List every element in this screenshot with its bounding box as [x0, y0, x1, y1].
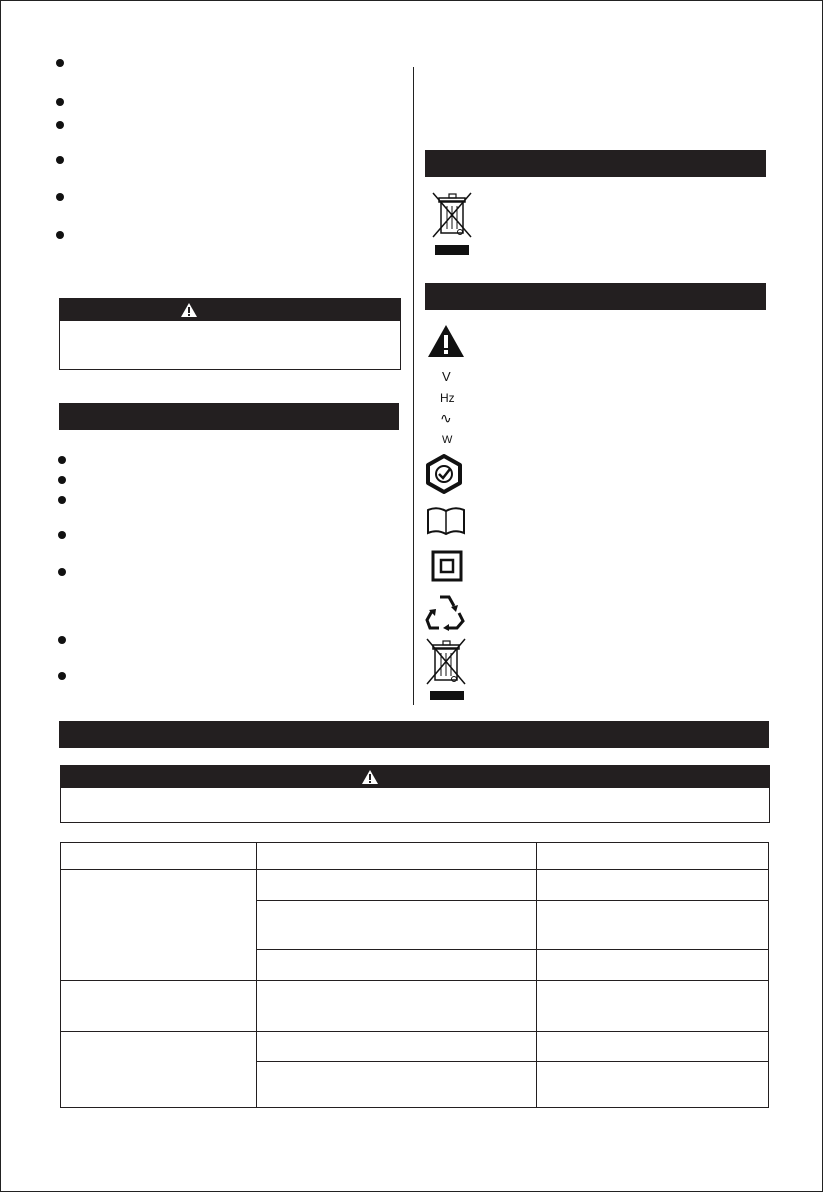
table-cell: [537, 870, 769, 901]
bullet: [56, 121, 64, 129]
table-cell: [537, 843, 769, 870]
table-cell: [537, 1032, 769, 1062]
table-cell: [257, 870, 537, 901]
column-divider: [413, 67, 414, 705]
power-unit: W: [442, 434, 453, 446]
ac-symbol: ∿: [440, 410, 452, 426]
bullet: [56, 156, 64, 164]
bullet: [56, 231, 64, 239]
warning-header-bar: [60, 299, 400, 321]
weee-bin-icon: [425, 636, 469, 702]
table-row: [61, 843, 769, 870]
warning-header-bar: [61, 766, 769, 788]
table-cell: [257, 901, 537, 950]
bullet: [56, 59, 64, 67]
table-cell: [61, 870, 257, 981]
bullet: [58, 531, 66, 539]
table-cell: [61, 1032, 257, 1108]
warning-box: [60, 765, 770, 823]
bullet: [58, 636, 66, 644]
section-header-bar: [59, 403, 399, 430]
warning-triangle-icon: [426, 323, 466, 359]
recycle-icon: [425, 593, 465, 631]
bullet: [58, 456, 66, 464]
troubleshooting-table: [60, 842, 769, 1108]
class-ii-double-square-icon: [431, 550, 463, 582]
table-row: [61, 1032, 769, 1062]
table-cell: [61, 843, 257, 870]
bullet: [58, 496, 66, 504]
section-header-bar: [425, 150, 766, 177]
table-cell: [257, 1062, 537, 1108]
table-cell: [537, 1062, 769, 1108]
table-cell: [257, 981, 537, 1032]
bullet: [58, 568, 66, 576]
table-cell: [257, 950, 537, 981]
table-cell: [537, 950, 769, 981]
warning-box: [59, 298, 401, 370]
rcm-mark-icon: [424, 454, 464, 494]
table-row: [61, 870, 769, 901]
section-header-bar: [59, 721, 769, 748]
table-cell: [537, 981, 769, 1032]
voltage-unit: V: [442, 369, 451, 384]
table-cell: [537, 901, 769, 950]
bullet: [56, 193, 64, 201]
warning-triangle-icon: [361, 769, 379, 785]
manual-book-icon: [426, 506, 466, 536]
frequency-unit: Hz: [440, 391, 455, 405]
table-cell: [257, 843, 537, 870]
weee-bin-icon: [431, 191, 475, 257]
bullet: [58, 672, 66, 680]
warning-triangle-icon: [180, 302, 198, 318]
table-cell: [61, 981, 257, 1032]
bullet: [58, 476, 66, 484]
bullet: [56, 98, 64, 106]
section-header-bar: [425, 283, 766, 310]
table-cell: [257, 1032, 537, 1062]
table-row: [61, 981, 769, 1032]
